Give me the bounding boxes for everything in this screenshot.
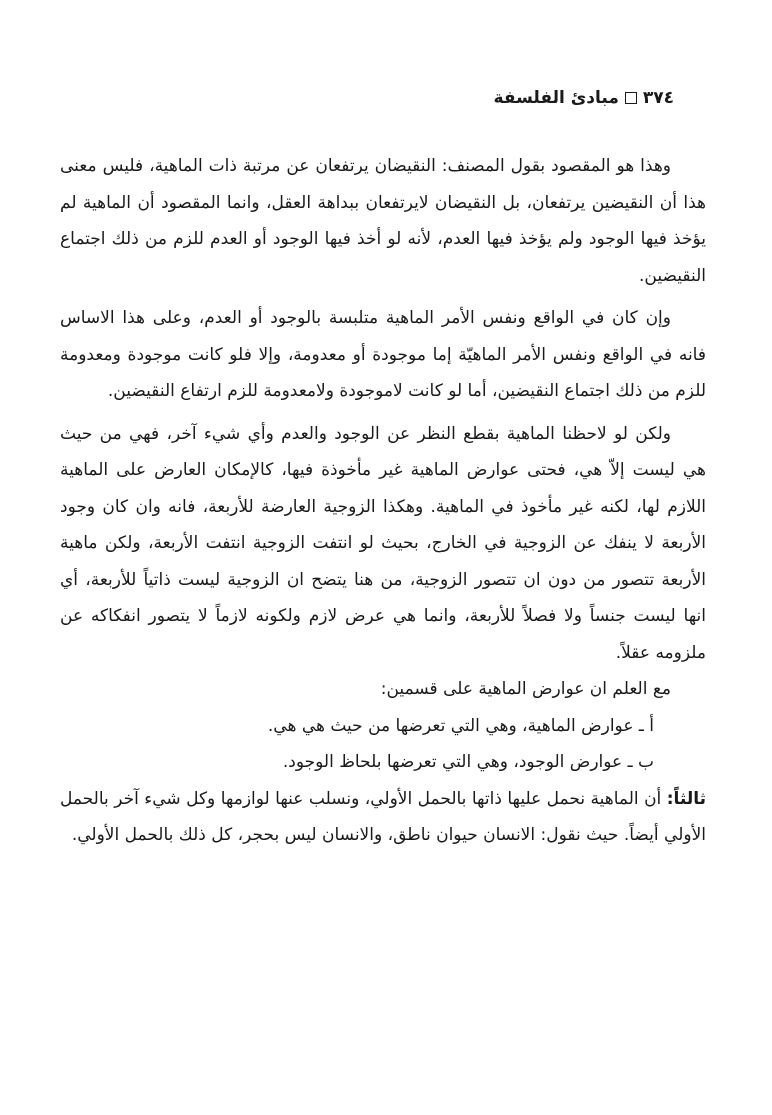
list-intro: مع العلم ان عوارض الماهية على قسمين: (380, 679, 671, 699)
third-label: ثالثاً: (666, 788, 706, 809)
paragraph-1: وهذا هو المقصود بقول المصنف: النقيضان يرتفعان عن مرتبة ذات الماهية، فليس معنى هذا أن النقيضين يرتفعان، بل النقيضان لايرتفعان ببداهة العقل، وانما المقصود أن الماهية لم يؤخذ فيها الوجود ولم يؤخذ فيها العدم، لأنه لو أخذ فيها الوجود أو العدم للزم من ذلك اجتماع النقيضين. (60, 156, 706, 286)
list-item-a: أ ـ عوارض الماهية، وهي التي تعرضها من حيث هي هي. (267, 715, 654, 736)
book-title: مبادئ الفلسفة (493, 88, 619, 108)
page-number: ٣٧٤ (642, 88, 674, 108)
header-box-icon (625, 92, 637, 104)
paragraph-third (60, 781, 706, 854)
paragraph-2: وإن كان في الواقع ونفس الأمر الماهية متلبسة بالوجود أو العدم، وعلى هذا الاساس فانه في الواقع ونفس الأمر الماهيّة إما موجودة أو معدومة، وإلا فلو كانت موجودة ومعدومة للزم من ذلك اجتماع النقيضين، أما لو كانت لاموجودة ولامعدومة للزم ارتفاع النقيضين. (60, 308, 706, 401)
body-text (60, 148, 706, 854)
accidents-list (60, 671, 706, 781)
paragraph-3: ولكن لو لاحظنا الماهية بقطع النظر عن الوجود والعدم وأي شيء آخر، فهي من حيث هي ليست إلاّ هي، فحتى عوارض الماهية غير مأخوذة فيها، كالإمكان العارض على الماهية اللازم لها، لكنه غير مأخوذ في الماهية. وهكذا الزوجية العارضة للأربعة، فانه وان كان وجود الأربعة لا ينفك عن الزوجية في الخارج، بحيث لو انتفت الزوجية انتفت الأربعة، ولكن ماهية الأربعة تتصور من دون ان تتصور الزوجية، من هنا يتضح ان الزوجية ليست ذاتياً للأربعة، أي انها ليست جنساً ولا فصلاً للأربعة، وانما هي عرض لازم ولكونه لازماً لا يتصور انفكاكه عن ملزومه عقلاً. (60, 423, 706, 663)
running-header (494, 88, 674, 108)
list-item-b: ب ـ عوارض الوجود، وهي التي تعرضها بلحاظ الوجود. (282, 752, 654, 772)
third-text: أن الماهية نحمل عليها ذاتها بالحمل الأولي، ونسلب عنها لوازمها وكل شيء آخر بالحمل الأولي أيضاً. حيث نقول: الانسان حيوان ناطق، والانسان ليس بحجر، كل ذلك بالحمل الأولي. (60, 788, 706, 845)
